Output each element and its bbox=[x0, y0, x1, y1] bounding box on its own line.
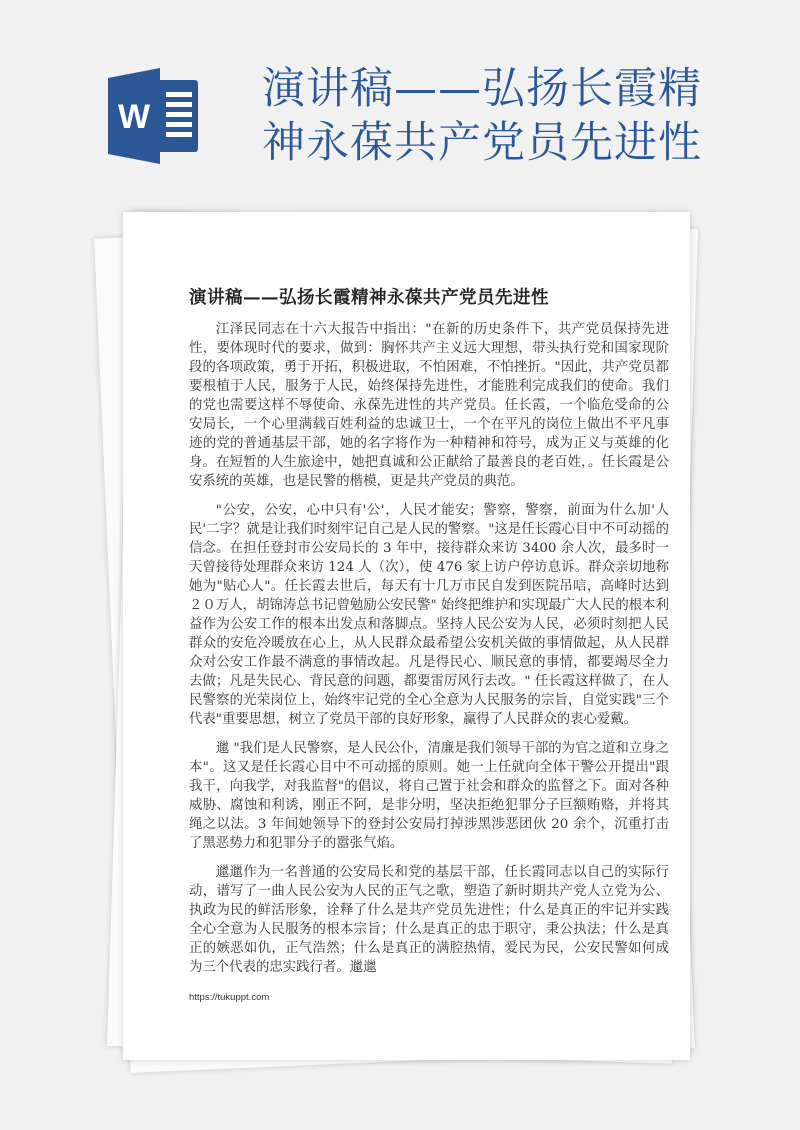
svg-text:W: W bbox=[117, 98, 151, 136]
paragraph: "公安，公安，心中只有'公'，人民才能安；警察，警察，前面为什么加'人民'二字？就是让我们时刻牢记自己是人民的警察。"这是任长霞心目中不可动摇的信念。在担任登封市公安局长的 3 年中，接待群众来访 3400 余人次，最多时一天曾接待处理群众来访 124 人（次），使 476 家上访户停访息诉。群众亲切地称她为"贴心人"。任长霞去世后，每天有十几万市民自发到医院吊唁，高峰时达到２０万人，胡锦涛总书记曾勉励公安民警" 始终把维护和实现最广大人民的根本利益作为公安工作的根本出发点和落脚点。坚持人民公安为人民，必须时刻把人民群众的安危冷暖放在心上，从人民群众最希望公安机关做的事情做起，从人民群众对公安工作最不满意的事情改起。凡是得民心、顺民意的事情，都要竭尽全力去做；凡是失民心、背民意的问题，都要雷厉风行去改。" 任长霞这样做了，在人民警察的光荣岗位上，始终牢记党的全心全意为人民服务的宗旨，自觉实践"三个代表"重要思想，树立了党员干部的良好形象，赢得了人民群众的衷心爱戴。 bbox=[189, 503, 669, 727]
paragraph: 江泽民同志在十六大报告中指出："在新的历史条件下，共产党员保持先进性，要体现时代的要求，做到：胸怀共产主义远大理想，带头执行党和国家现阶段的各项政策，勇于开拓，积极进取，不怕困难，不怕挫折。"因此，共产党员都要根植于人民，服务于人民，始终保持先进性，才能胜利完成我们的使命。我们的党也需要这样不辱使命、永葆先进性的共产党员。任长霞，一个临危受命的公安局长，一个心里满载百姓利益的忠诚卫士，一个在平凡的岗位上做出不平凡事迹的党的普通基层干部，她的名字将作为一种精神和符号，成为正义与英雄的化身。在短暂的人生旅途中，她把真诚和公正献给了最善良的老百姓，。任长霞是公安系统的英雄，也是民警的楷模，更是共产党员的典范。 bbox=[189, 322, 669, 489]
footer-url: https://tukuppt.com bbox=[189, 992, 270, 1003]
document-title: 演讲稿——弘扬长霞精神永葆共产党员先进性 bbox=[189, 288, 549, 308]
paragraph: 邋邋作为一名普通的公安局长和党的基层干部，任长霞同志以自己的实际行动，谱写了一曲人民公安为人民的正气之歌，塑造了新时期共产党人立党为公、执政为民的鲜活形象，诠释了什么是共产党员先进性；什么是真正的牢记并实践全心全意为人民服务的根本宗旨；什么是真正的忠于职守，秉公执法；什么是真正的嫉恶如仇，正气浩然；什么是真正的满腔热情，爱民为民，公安民警如何成为三个代表的忠实践行者。邋邋 bbox=[189, 865, 669, 975]
word-document-icon bbox=[108, 68, 200, 164]
paragraph: 邋 "我们是人民警察，是人民公仆，清廉是我们领导干部的为官之道和立身之本"。这又是任长霞心目中不可动摇的原则。她一上任就向全体干警公开提出"跟我干，向我学，对我监督"的倡议，将自己置于社会和群众的监督之下。面对各种威胁、腐蚀和利诱，刚正不阿，是非分明，坚决拒绝犯罪分子巨额贿赂，并将其绳之以法。3 年间她领导下的登封公安局打掉涉黑涉恶团伙 20 余个，沉重打击了黑恶势力和犯罪分子的嚣张气焰。 bbox=[189, 741, 669, 851]
document-body bbox=[189, 320, 669, 987]
header-title: 演讲稿——弘扬长霞精神永葆共产党员先进性 bbox=[262, 64, 702, 168]
document-page bbox=[123, 212, 690, 1060]
